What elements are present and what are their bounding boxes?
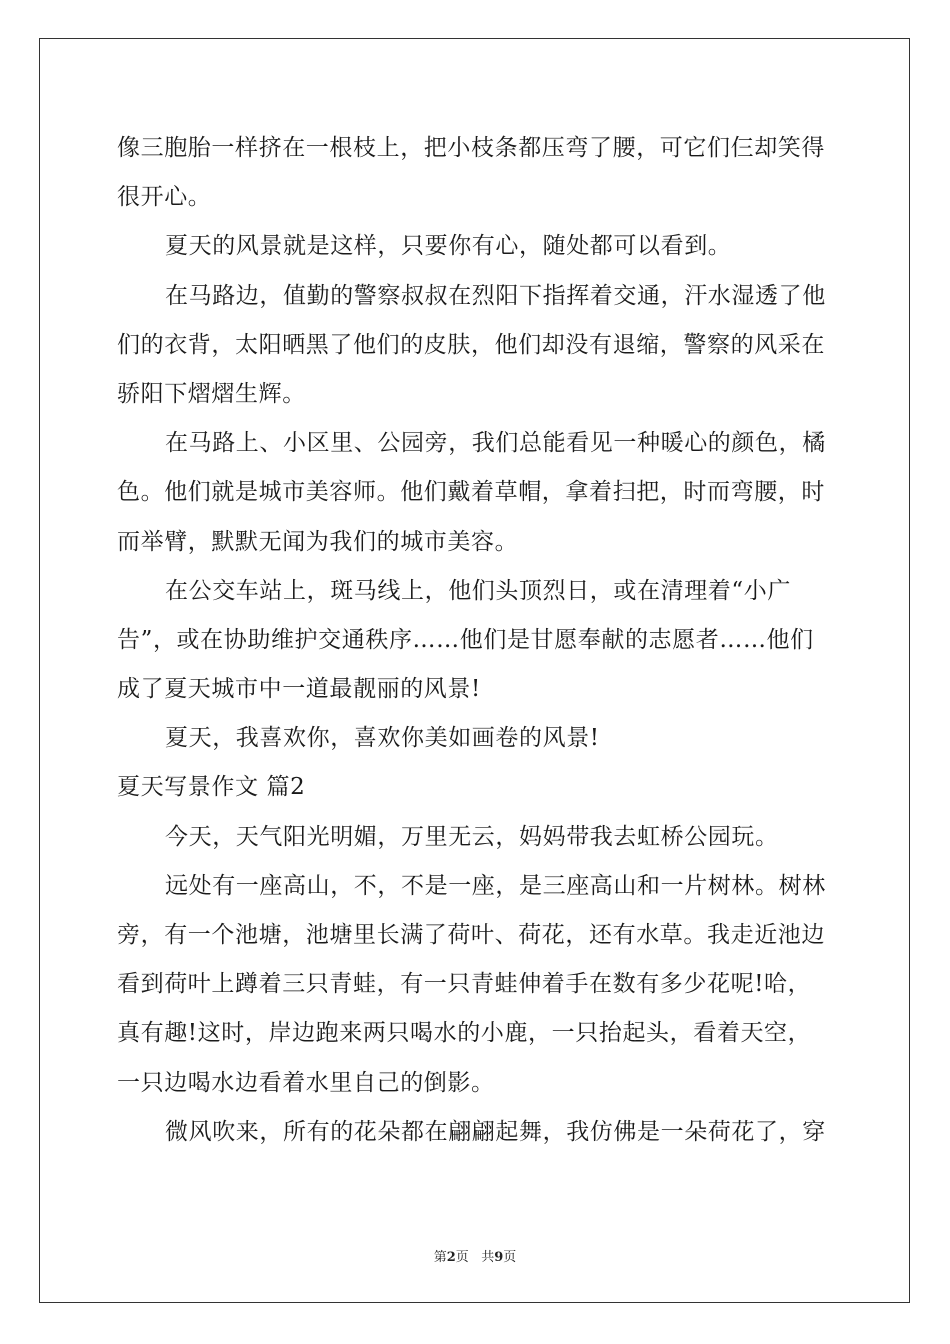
section-heading: 夏天写景作文 篇2: [117, 774, 306, 801]
text-line: 们的衣背，太阳晒黑了他们的皮肤，他们却没有退缩，警察的风采在: [117, 331, 825, 358]
text-line: 真有趣!这时，岸边跑来两只喝水的小鹿，一只抬起头，看着天空，: [117, 1020, 812, 1047]
page-prefix: 第: [433, 1250, 447, 1265]
text-line: 在马路上、小区里、公园旁，我们总能看见一种暖心的颜色，橘: [165, 430, 826, 457]
page-suffix: 页: [455, 1250, 469, 1265]
text-line: 微风吹来，所有的花朵都在翩翩起舞，我仿佛是一朵荷花了，穿: [165, 1118, 826, 1145]
text-line: 骄阳下熠熠生辉。: [117, 380, 306, 407]
total-prefix: 共: [481, 1250, 495, 1265]
total-suffix: 页: [503, 1250, 517, 1265]
text-line: 旁，有一个池塘，池塘里长满了荷叶、荷花，还有水草。我走近池边: [117, 922, 825, 948]
text-line: 夏天，我喜欢你，喜欢你美如画卷的风景!: [165, 725, 600, 752]
page-number: 2: [446, 1250, 456, 1265]
page-footer: [0, 1246, 950, 1265]
text-line: 色。他们就是城市美容师。他们戴着草帽，拿着扫把，时而弯腰，时: [117, 479, 825, 506]
text-line: 告”，或在协助维护交通秩序……他们是甘愿奉献的志愿者……他们: [117, 626, 814, 653]
text-line: 远处有一座高山，不，不是一座，是三座高山和一片树林。树林: [165, 872, 826, 899]
total-pages: 9: [494, 1250, 504, 1265]
text-line: 在公交车站上，斑马线上，他们头顶烈日，或在清理着“小广: [165, 577, 791, 604]
text-line: 一只边喝水边看着水里自己的倒影。: [117, 1069, 495, 1096]
text-line: 很开心。: [117, 184, 212, 211]
text-line: 夏天的风景就是这样，只要你有心，随处都可以看到。: [165, 233, 732, 260]
text-line: 而举臂，默默无闻为我们的城市美容。: [117, 528, 519, 555]
text-line: 像三胞胎一样挤在一根枝上，把小枝条都压弯了腰，可它们仨却笑得: [117, 135, 825, 161]
text-line: 今天，天气阳光明媚，万里无云，妈妈带我去虹桥公园玩。: [165, 823, 779, 850]
document-body: [117, 124, 837, 1157]
text-line: 看到荷叶上蹲着三只青蛙，有一只青蛙伸着手在数有多少花呢!哈，: [117, 971, 812, 998]
text-line: 成了夏天城市中一道最靓丽的风景!: [117, 676, 481, 703]
text-line: 在马路边，值勤的警察叔叔在烈阳下指挥着交通，汗水湿透了他: [165, 282, 826, 309]
